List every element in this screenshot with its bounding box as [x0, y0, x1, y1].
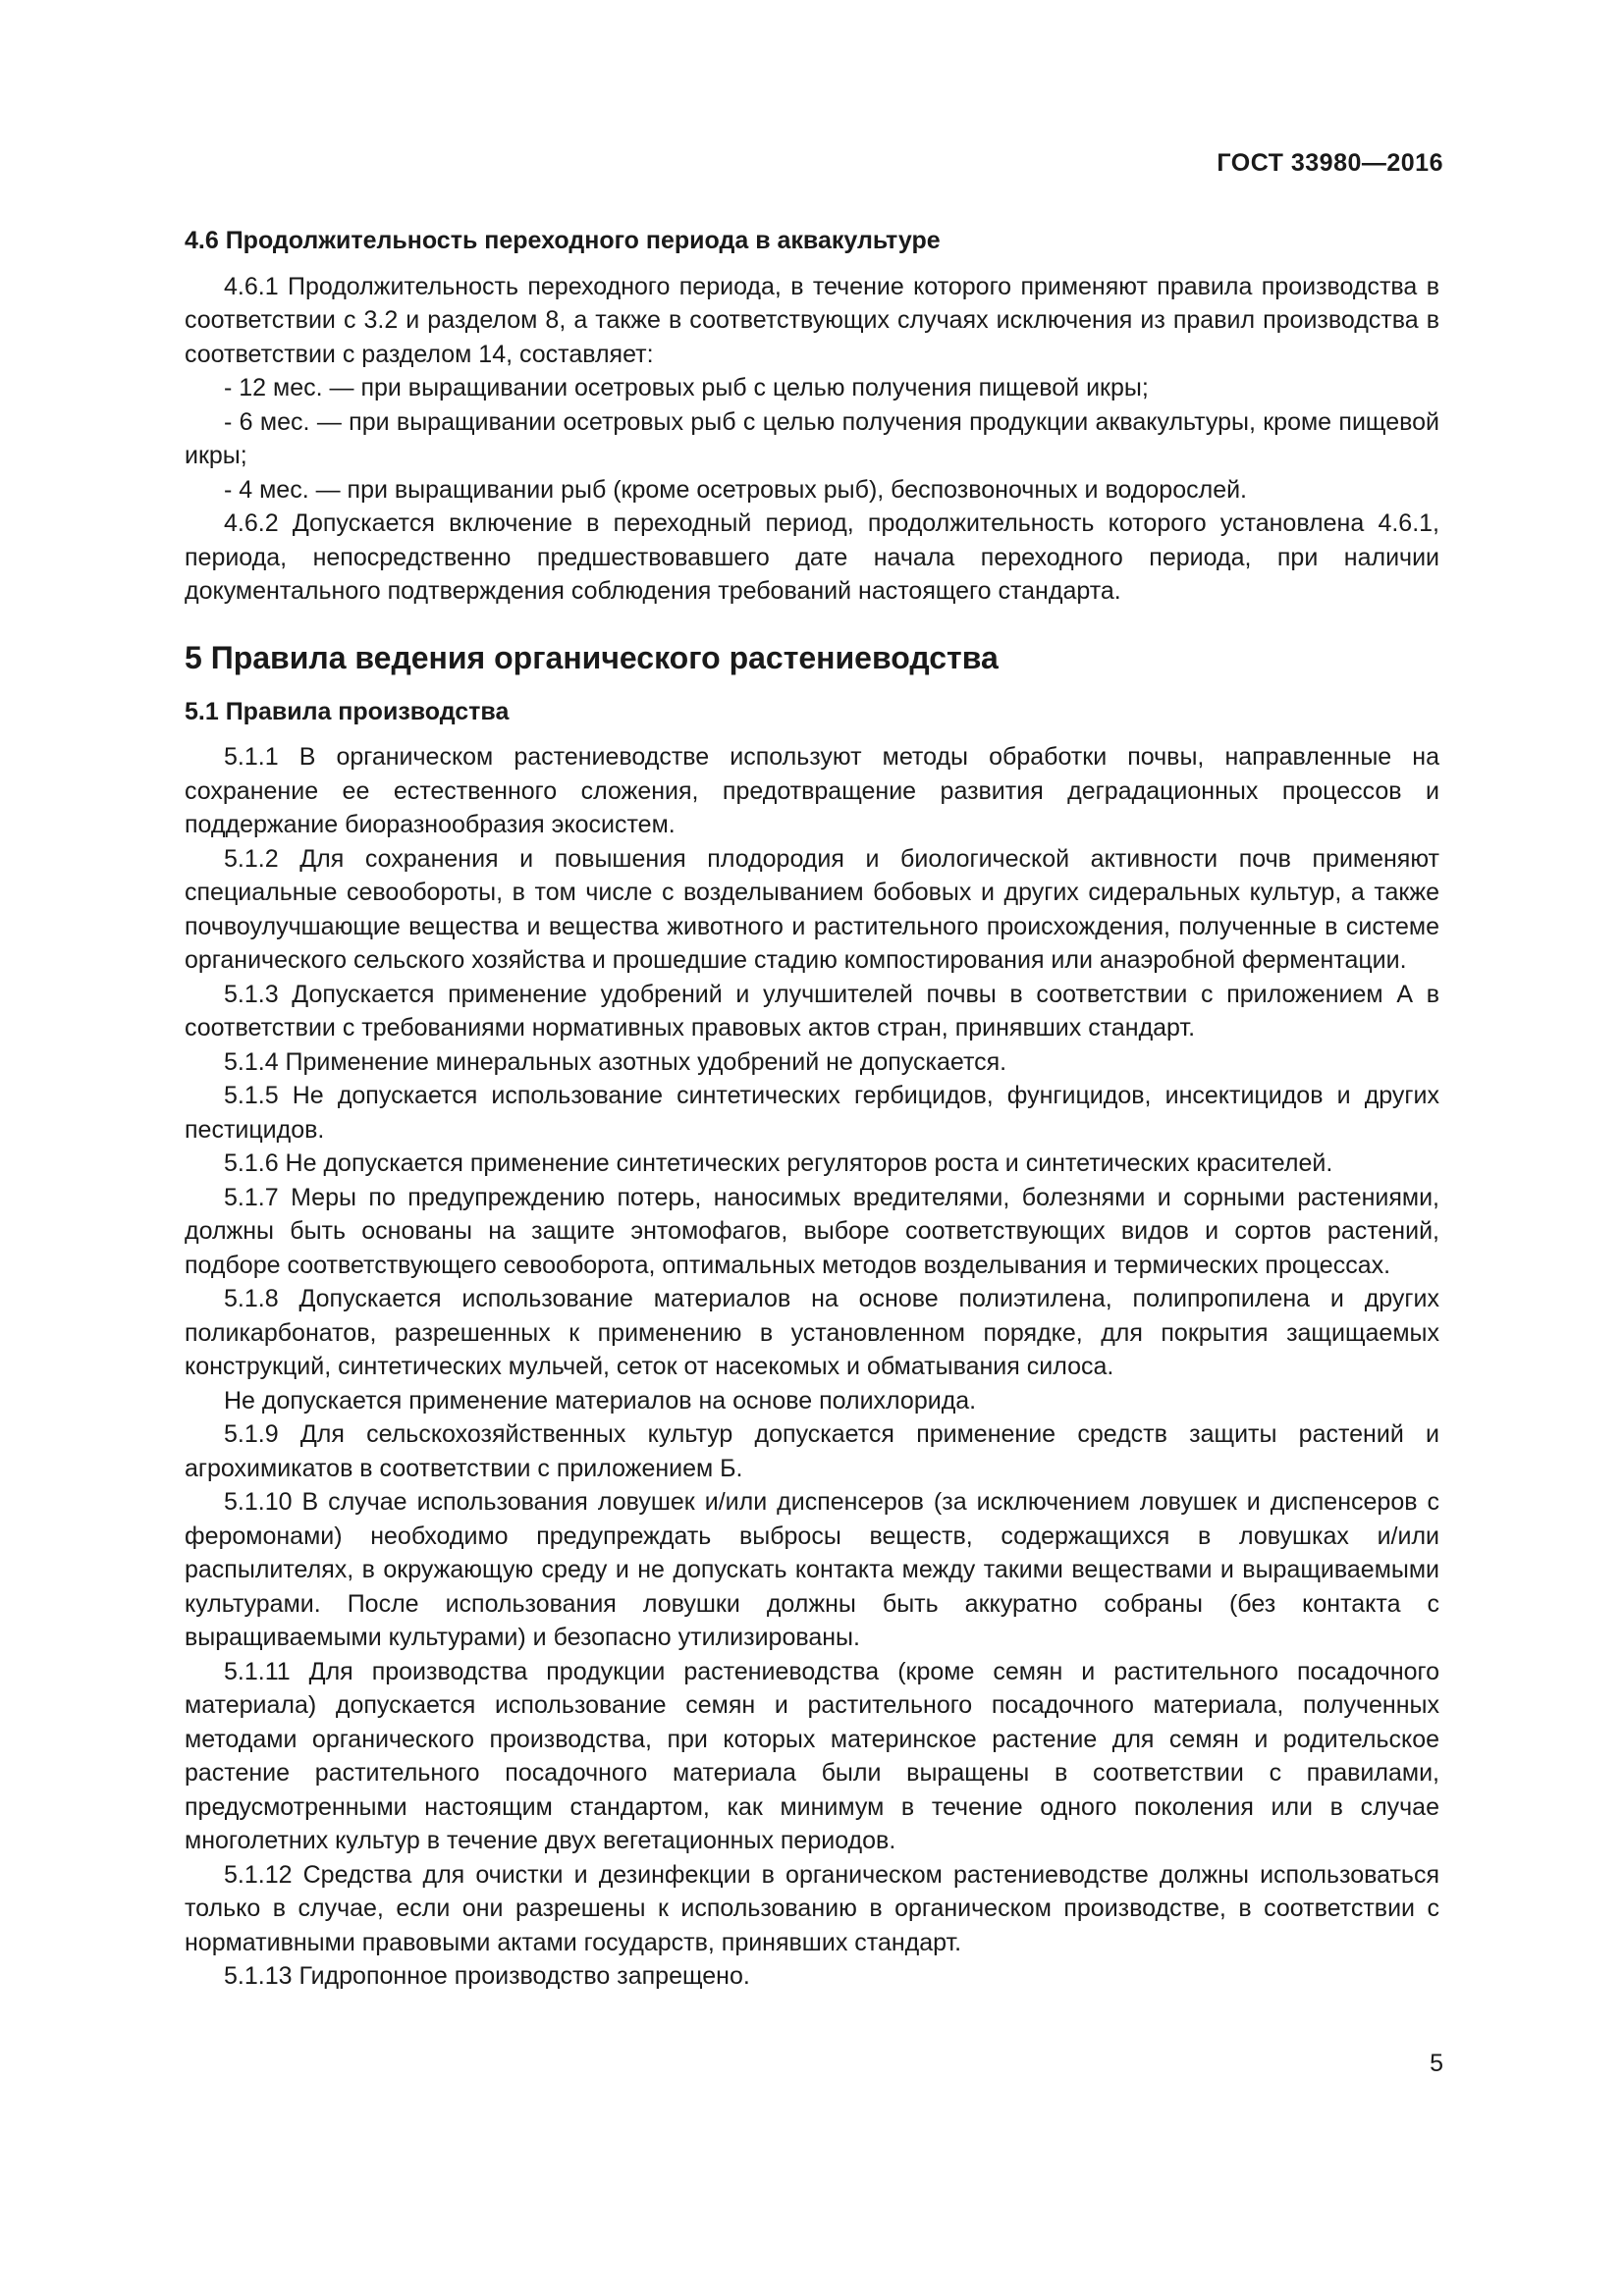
paragraph-4-6-2: 4.6.2 Допускается включение в переходный период, продолжительность которого установлена 4.6.1, периода, непосредственно предшествовавшего дате начала переходного периода, при наличии документального подтверждения соблюдения требований настоящего стандарта. [185, 509, 1439, 605]
page-number: 5 [1430, 2050, 1443, 2077]
paragraph-5-1-10: 5.1.10 В случае использования ловушек и/или диспенсеров (за исключением ловушек и диспенсеров с феромонами) необходимо предупреждать выбросы веществ, содержащихся в ловушках и/или распылителях, в окружающую среду и не допускать контакта между такими веществами и выращиваемыми культурами. После использования ловушки должны быть аккуратно собраны (без контакта с выращиваемыми культурами) и безопасно утилизированы. [185, 1488, 1439, 1651]
section-title-5: 5 Правила ведения органического растениеводства [185, 639, 999, 675]
subsection-title-5-1: 5.1 Правила производства [185, 697, 510, 725]
paragraph-5-1-9: 5.1.9 Для сельскохозяйственных культур допускается применение средств защиты растений и агрохимикатов в соответствии с приложением Б. [185, 1420, 1439, 1482]
paragraph-5-1-8: 5.1.8 Допускается использование материалов на основе полиэтилена, полипропилена и других поликарбонатов, разрешенных к применению в установленном порядке, для покрытия защищаемых конструкций, синтетических мульчей, сеток от насекомых и обматывания силоса. [185, 1285, 1439, 1380]
paragraph-5-1-1: 5.1.1 В органическом растениеводстве используют методы обработки почвы, направленные на сохранение ее естественного сложения, предотвращение развития деградационных процессов и поддержание биоразнообразия экосистем. [185, 743, 1439, 838]
paragraph-5-1-12: 5.1.12 Средства для очистки и дезинфекции в органическом растениеводстве должны использоваться только в случае, если они разрешены к использованию в органическом производстве, в соответствии с нормативными правовыми актами государств, принявших стандарт. [185, 1860, 1439, 1956]
list-item: - 6 мес. — при выращивании осетровых рыб с целью получения продукции аквакультуры, кроме пищевой икры; [185, 407, 1439, 469]
paragraph-5-1-13: 5.1.13 Гидропонное производство запрещено. [224, 1962, 750, 1990]
list-item: - 12 мес. — при выращивании осетровых рыб с целью получения пищевой икры; [224, 374, 1149, 401]
subsection-title-4-6: 4.6 Продолжительность переходного периода в аквакультуре [185, 227, 941, 254]
document-id: ГОСТ 33980—2016 [1217, 149, 1443, 177]
list-item: - 4 мес. — при выращивании рыб (кроме осетровых рыб), беспозвоночных и водорослей. [224, 475, 1248, 504]
paragraph-5-1-8-note: Не допускается применение материалов на основе полихлорида. [224, 1386, 977, 1415]
paragraph-5-1-5: 5.1.5 Не допускается использование синтетических гербицидов, фунгицидов, инсектицидов и других пестицидов. [185, 1082, 1439, 1144]
paragraph-5-1-3: 5.1.3 Допускается применение удобрений и улучшителей почвы в соответствии с приложением А в соответствии с требованиями нормативных правовых актов стран, принявших стандарт. [185, 980, 1439, 1041]
paragraph-5-1-7: 5.1.7 Меры по предупреждению потерь, наносимых вредителями, болезнями и сорными растениями, должны быть основаны на защите энтомофагов, выборе соответствующих видов и сортов растений, подборе соответствующего севооборота, оптимальных методов возделывания и термических процессах. [185, 1183, 1439, 1279]
paragraph-5-1-11: 5.1.11 Для производства продукции растениеводства (кроме семян и растительного посадочного материала) допускается использование семян и растительного посадочного материала, полученных методами органического производства, при которых материнское растение для семян и родительское растение растительного посадочного материала были выращены в соответствии с правилами, предусмотренными настоящим стандартом, как минимум в течение одного поколения или в случае многолетних культур в течение двух вегетационных периодов. [185, 1657, 1439, 1854]
paragraph-5-1-6: 5.1.6 Не допускается применение синтетических регуляторов роста и синтетических красителей. [224, 1149, 1333, 1177]
paragraph-5-1-2: 5.1.2 Для сохранения и повышения плодородия и биологической активности почв применяют специальные севообороты, в том числе с возделыванием бобовых и других сидеральных культур, а также почвоулучшающие вещества и вещества животного и растительного происхождения, полученные в системе органического сельского хозяйства и прошедшие стадию компостирования или анаэробной ферментации. [185, 844, 1439, 974]
page-content [185, 224, 1439, 1994]
paragraph-5-1-4: 5.1.4 Применение минеральных азотных удобрений не допускается. [224, 1047, 1007, 1076]
paragraph-4-6-1: 4.6.1 Продолжительность переходного периода, в течение которого применяют правила производства в соответствии с 3.2 и разделом 8, а также в соответствующих случаях исключения из правил производства в соответствии с разделом 14, составляет: [185, 272, 1439, 368]
